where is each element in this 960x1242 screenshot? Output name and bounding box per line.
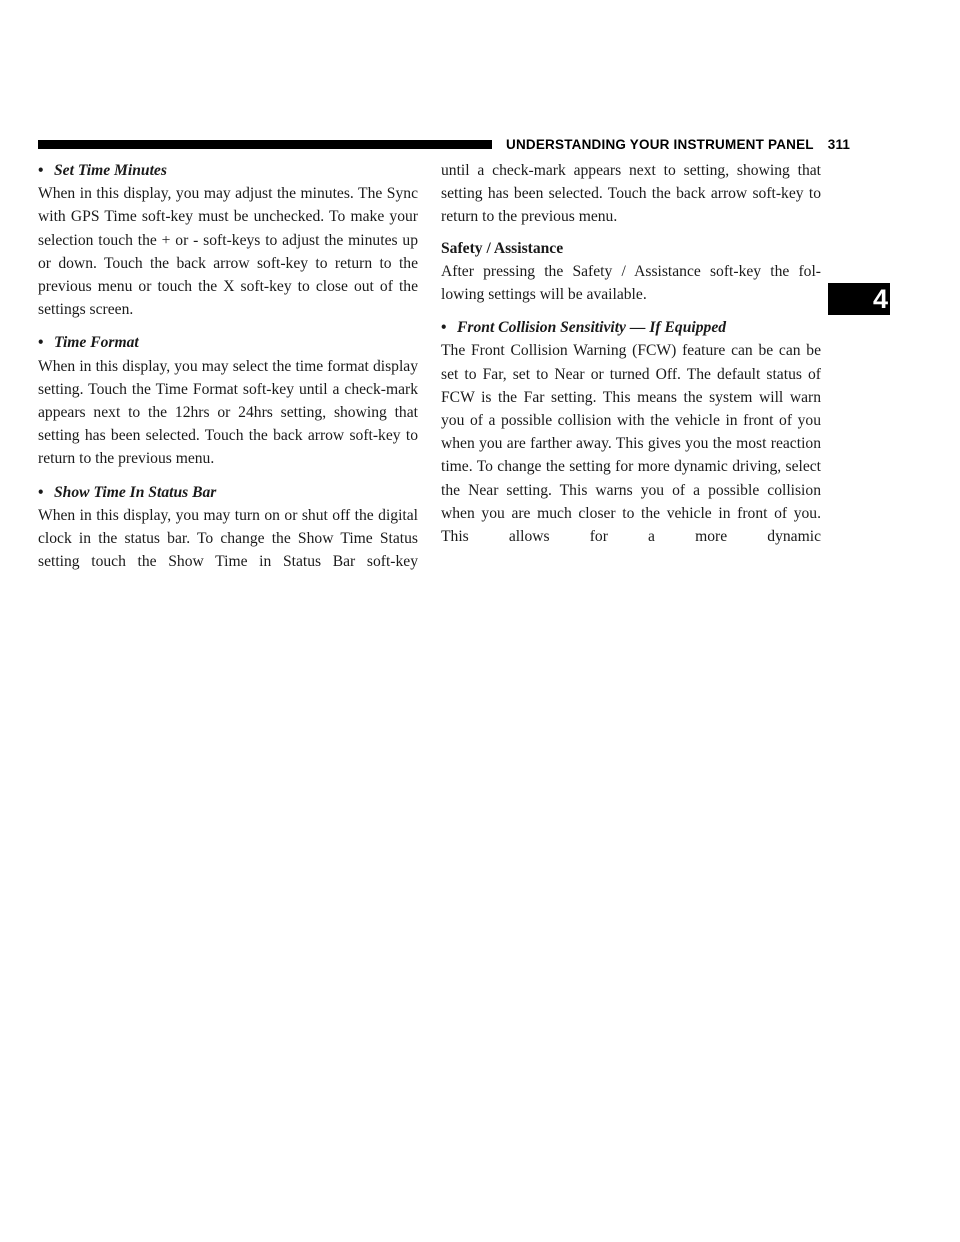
paragraph-continuation: until a check-mark appears next to setting, showing that setting has been selected. Touch the back arrow soft-key to return to the previous menu. xyxy=(441,162,821,226)
heading-set-time-minutes xyxy=(38,159,418,182)
header-rule xyxy=(38,140,492,149)
page-number: 311 xyxy=(827,137,851,152)
bullet-icon: • xyxy=(38,483,44,501)
bullet-icon: • xyxy=(38,162,44,179)
section-title: UNDERSTANDING YOUR INSTRUMENT PANEL xyxy=(506,137,814,152)
paragraph-show-time-in-status-bar: When in this display, you may turn on or shut off the digital clock in the status bar. To change the Show Time Status setting touch the Show Time in Status Bar soft-key xyxy=(38,506,418,571)
heading-show-time-in-status-bar xyxy=(38,481,418,504)
running-header xyxy=(506,137,850,152)
chapter-tab xyxy=(828,283,890,315)
paragraph-time-format: When in this display, you may select the time format display setting. Touch the Time Format soft-key until a check-mark appears next to the 12hrs or 24hrs setting, showing that setting has been selected. Touch the back arrow soft-key to return to the previous menu. xyxy=(38,357,418,468)
heading-text: Set Time Minutes xyxy=(54,162,167,179)
heading-text: Show Time In Status Bar xyxy=(54,483,217,501)
bullet-icon: • xyxy=(38,334,44,352)
left-column xyxy=(38,159,418,573)
paragraph-safety-assistance: After pressing the Safety / Assistance soft-key the fol-lowing settings will be available. xyxy=(441,262,821,304)
heading-text: Front Collision Sensitivity — If Equipped xyxy=(457,319,727,337)
chapter-number: 4 xyxy=(872,284,888,314)
heading-safety-assistance: Safety / Assistance xyxy=(441,239,564,257)
heading-front-collision-sensitivity xyxy=(441,316,821,339)
heading-text: Time Format xyxy=(54,334,139,352)
paragraph-set-time-minutes: When in this display, you may adjust the minutes. The Sync with GPS Time soft-key must be unchecked. To make your selection touch the + or - soft-keys to adjust the minutes up or down. Touch the back arrow soft-key to return to the previous menu or touch the X soft-key to close out of the settings screen. xyxy=(38,185,418,319)
bullet-icon: • xyxy=(441,319,447,337)
heading-time-format xyxy=(38,331,418,354)
right-column xyxy=(441,159,821,548)
paragraph-front-collision-sensitivity: The Front Collision Warning (FCW) feature can be can be set to Far, set to Near or turned Off. The default status of FCW is the Far setting. This means the system will warn you of a possible collision with the vehicle in front of you when you are farther away. This gives you the most reaction time. To change the setting for more dynamic driving, select the Near setting. This warns you of a possible collision when you are much closer to the vehicle in front of you. This allows for a more dynamic xyxy=(441,342,821,546)
